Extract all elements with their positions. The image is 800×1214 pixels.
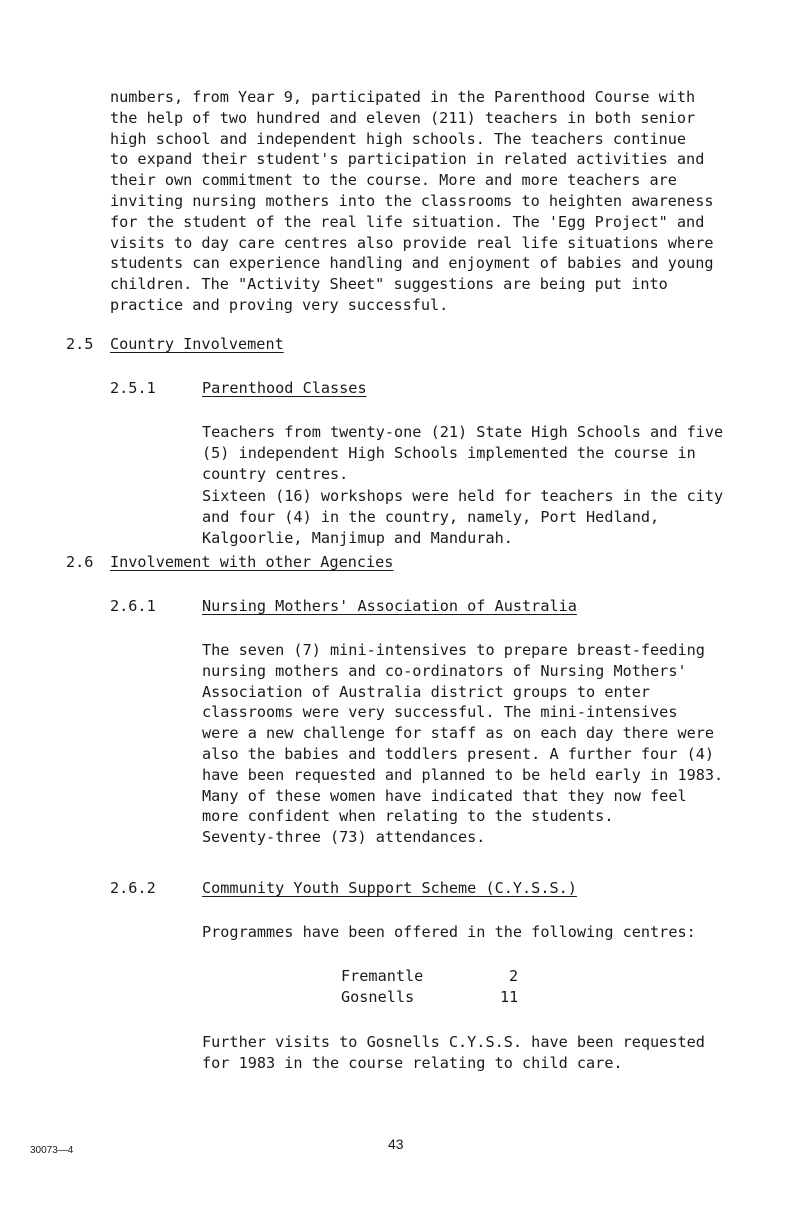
- intro-line: children. The "Activity Sheet" suggestions are being put into: [110, 275, 668, 294]
- paragraph-line: for 1983 in the course relating to child care.: [202, 1053, 623, 1072]
- paragraph-line: Association of Australia district groups to enter: [202, 682, 651, 701]
- intro-paragraph: [110, 87, 713, 316]
- parenthood-classes-paragraph: [202, 422, 723, 484]
- centre-count: 2: [509, 967, 519, 985]
- paragraph-line: have been requested and planned to be held early in 1983.: [202, 765, 724, 784]
- subsection-heading: Parenthood Classes: [202, 379, 367, 397]
- intro-line: to expand their student's participation in related activities and: [110, 150, 705, 169]
- document-code: 30073—4: [30, 1145, 74, 1156]
- programmes-intro: Programmes have been offered in the following centres:: [202, 923, 696, 941]
- workshops-paragraph: [202, 486, 723, 548]
- section-heading: Involvement with other Agencies: [110, 553, 394, 571]
- section-number: 2.5: [66, 335, 94, 353]
- intro-line: numbers, from Year 9, participated in the Parenthood Course with: [110, 88, 696, 106]
- centre-count: 11: [500, 988, 519, 1006]
- paragraph-line: Teachers from twenty-one (21) State High Schools and five: [202, 423, 724, 441]
- cyss-paragraph: [202, 1032, 705, 1074]
- paragraph-line: Sixteen (16) workshops were held for teachers in the city: [202, 487, 724, 505]
- subsection-number: 2.5.1: [110, 379, 156, 397]
- centre-row: [0, 966, 800, 987]
- section-number: 2.6: [66, 553, 94, 571]
- intro-line: the help of two hundred and eleven (211) teachers in both senior: [110, 108, 696, 127]
- subsection-heading: Nursing Mothers' Association of Australia: [202, 597, 577, 615]
- page-number: 43: [388, 1136, 404, 1152]
- intro-line: inviting nursing mothers into the classrooms to heighten awareness: [110, 191, 714, 210]
- paragraph-line: Kalgoorlie, Manjimup and Mandurah.: [202, 528, 513, 547]
- paragraph-line: Further visits to Gosnells C.Y.S.S. have been requested: [202, 1033, 705, 1051]
- intro-line: students can experience handling and enjoyment of babies and young: [110, 254, 714, 273]
- paragraph-line: also the babies and toddlers present. A further four (4): [202, 744, 715, 763]
- paragraph-line: The seven (7) mini-intensives to prepare breast-feeding: [202, 641, 705, 659]
- paragraph-line: nursing mothers and co-ordinators of Nursing Mothers': [202, 661, 687, 680]
- subsection-heading: Community Youth Support Scheme (C.Y.S.S.): [202, 879, 577, 897]
- paragraph-line: Seventy-three (73) attendances.: [202, 828, 486, 847]
- paragraph-line: country centres.: [202, 464, 349, 483]
- section-heading: Country Involvement: [110, 335, 284, 353]
- subsection-number: 2.6.2: [110, 879, 156, 897]
- paragraph-line: classrooms were very successful. The mini-intensives: [202, 703, 678, 722]
- intro-line: their own commitment to the course. More and more teachers are: [110, 171, 677, 190]
- paragraph-line: and four (4) in the country, namely, Port Hedland,: [202, 507, 660, 526]
- intro-line: high school and independent high schools. The teachers continue: [110, 129, 687, 148]
- paragraph-line: (5) independent High Schools implemented the course in: [202, 443, 696, 462]
- subsection-number: 2.6.1: [110, 597, 156, 615]
- centre-row: [0, 987, 800, 1008]
- intro-line: visits to day care centres also provide real life situations where: [110, 233, 714, 252]
- centre-name: Gosnells: [341, 988, 415, 1006]
- paragraph-line: were a new challenge for staff as on each day there were: [202, 724, 715, 743]
- paragraph-line: Many of these women have indicated that they now feel: [202, 786, 687, 805]
- centre-name: Fremantle: [341, 967, 424, 985]
- intro-line: practice and proving very successful.: [110, 295, 449, 314]
- paragraph-line: more confident when relating to the students.: [202, 807, 614, 826]
- nursing-mothers-paragraph: [202, 640, 723, 848]
- intro-line: for the student of the real life situation. The 'Egg Project" and: [110, 212, 705, 231]
